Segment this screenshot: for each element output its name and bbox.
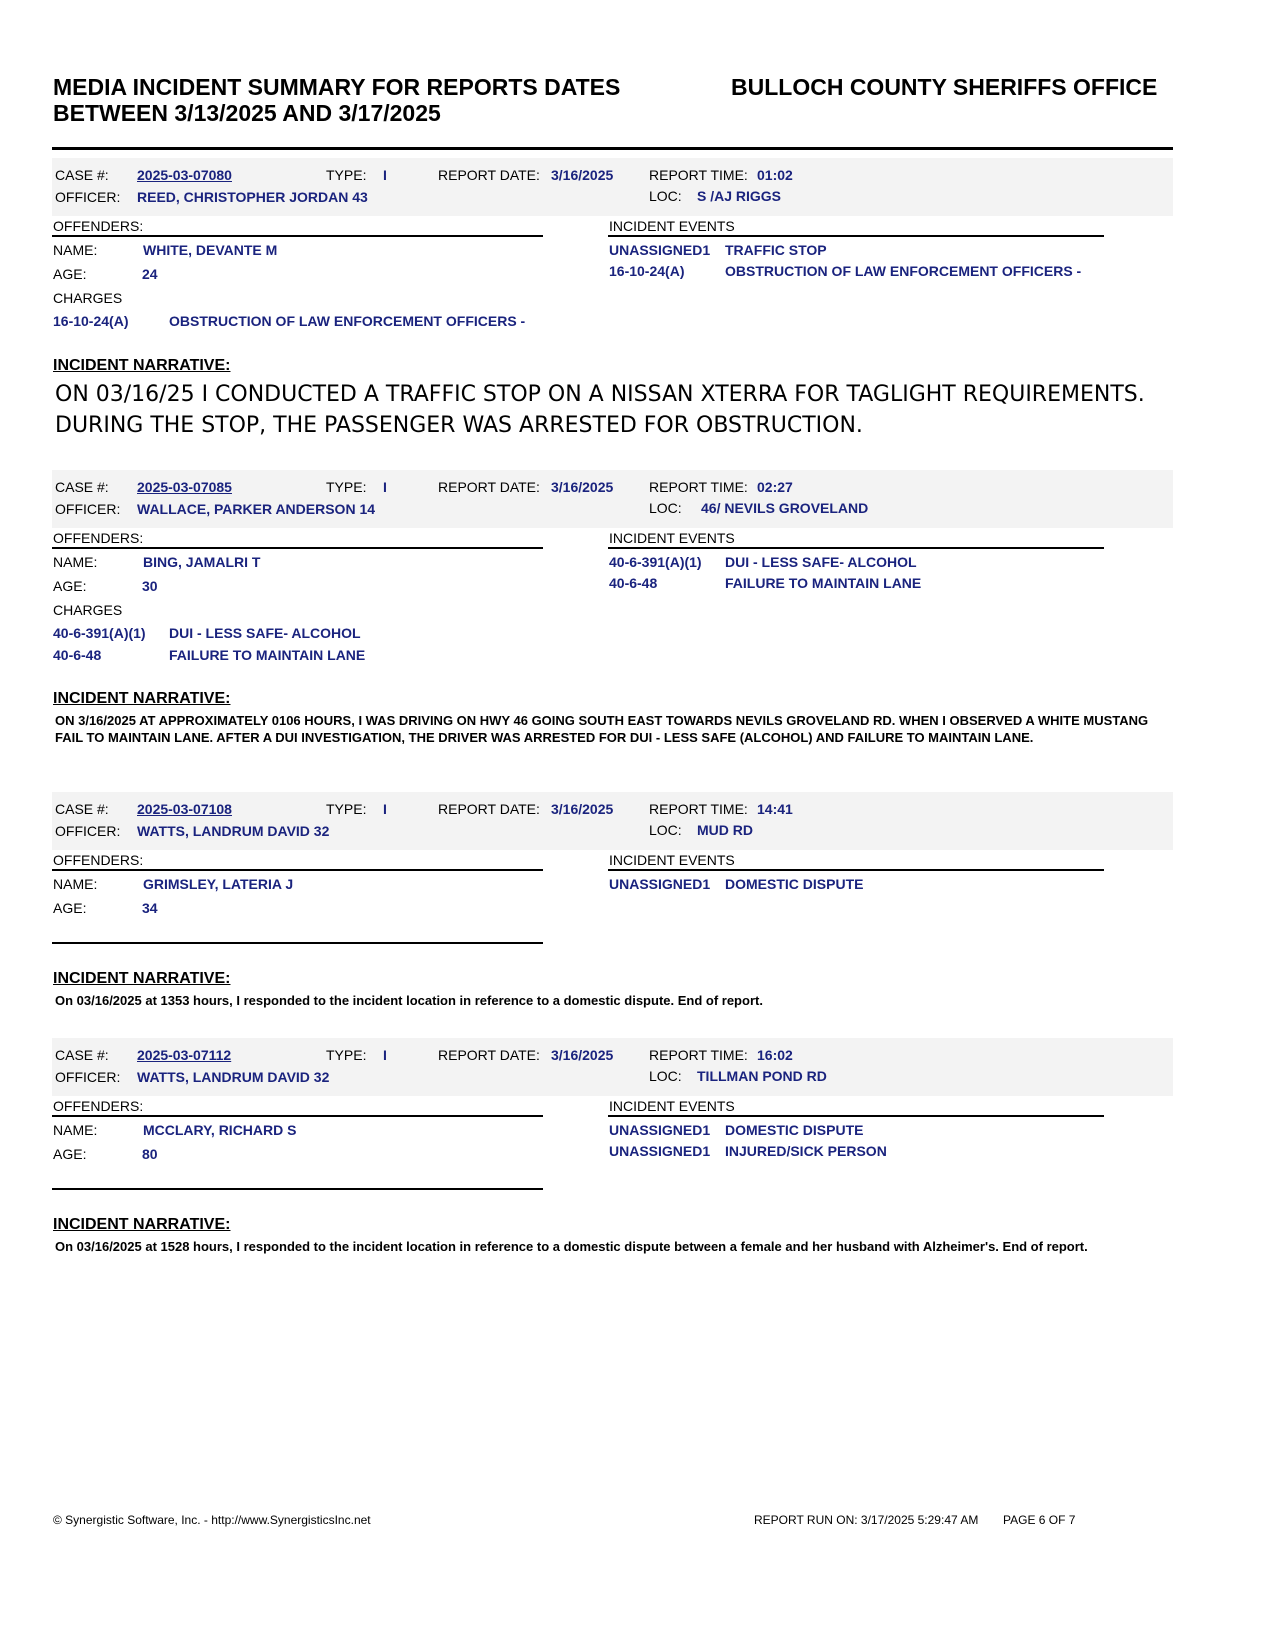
loc-value: S /AJ RIGGS bbox=[697, 188, 782, 204]
event-desc: DOMESTIC DISPUTE bbox=[725, 876, 864, 892]
type-label: TYPE: bbox=[326, 167, 367, 183]
report-time-value: 01:02 bbox=[757, 167, 793, 183]
report-time-label: REPORT TIME: bbox=[649, 1047, 748, 1063]
offender-age: 34 bbox=[142, 900, 158, 916]
case-number-label: CASE #: bbox=[55, 1047, 109, 1063]
narrative-heading: INCIDENT NARRATIVE: bbox=[53, 1216, 231, 1233]
event-desc: TRAFFIC STOP bbox=[725, 242, 827, 258]
charges-label: CHARGES bbox=[53, 290, 123, 306]
narrative-heading: INCIDENT NARRATIVE: bbox=[53, 690, 231, 707]
incident-events-label: INCIDENT EVENTS bbox=[609, 1098, 735, 1114]
officer-label: OFFICER: bbox=[55, 823, 121, 839]
case-number-label: CASE #: bbox=[55, 801, 109, 817]
type-label: TYPE: bbox=[326, 801, 367, 817]
report-time-value: 16:02 bbox=[757, 1047, 793, 1063]
type-value: I bbox=[383, 1047, 387, 1063]
report-title-line2: BETWEEN 3/13/2025 AND 3/17/2025 bbox=[53, 100, 441, 126]
offenders-underline bbox=[52, 235, 543, 237]
charge-code: 16-10-24(A) bbox=[53, 313, 129, 329]
narrative-heading: INCIDENT NARRATIVE: bbox=[53, 970, 231, 987]
report-date-label: REPORT DATE: bbox=[438, 167, 540, 183]
report-date-label: REPORT DATE: bbox=[438, 801, 540, 817]
officer-label: OFFICER: bbox=[55, 189, 121, 205]
name-label: NAME: bbox=[53, 1122, 98, 1138]
loc-value: 46/ NEVILS GROVELAND bbox=[701, 500, 869, 516]
charge-code: 40-6-48 bbox=[53, 647, 102, 663]
events-underline bbox=[608, 547, 1104, 549]
events-underline bbox=[608, 869, 1104, 871]
loc-label: LOC: bbox=[649, 822, 682, 838]
events-underline bbox=[608, 1115, 1104, 1117]
case-number-link[interactable]: 2025-03-07112 bbox=[137, 1047, 232, 1063]
offenders-label: OFFENDERS: bbox=[53, 852, 144, 868]
narrative-text: ON 03/16/25 I CONDUCTED A TRAFFIC STOP ON A NISSAN XTERRA FOR TAGLIGHT REQUIREMENTS. DURING THE STOP, THE PASSENGER WAS ARRESTED FOR OBSTRUCTION. bbox=[55, 382, 1145, 438]
report-time-label: REPORT TIME: bbox=[649, 801, 748, 817]
agency-name: BULLOCH COUNTY SHERIFFS OFFICE bbox=[731, 74, 1158, 100]
event-code: UNASSIGNED1 bbox=[609, 876, 711, 892]
event-code: UNASSIGNED1 bbox=[609, 1143, 711, 1159]
footer-copyright: © Synergistic Software, Inc. - http://www.SynergisticsInc.net bbox=[53, 1513, 371, 1527]
charge-desc: DUI - LESS SAFE- ALCOHOL bbox=[169, 625, 361, 641]
name-label: NAME: bbox=[53, 242, 98, 258]
offender-name: MCCLARY, RICHARD S bbox=[143, 1122, 297, 1138]
officer-label: OFFICER: bbox=[55, 1069, 121, 1085]
incident-events-label: INCIDENT EVENTS bbox=[609, 852, 735, 868]
offender-age: 30 bbox=[142, 578, 158, 594]
loc-label: LOC: bbox=[649, 500, 682, 516]
loc-value: TILLMAN POND RD bbox=[697, 1068, 827, 1084]
age-label: AGE: bbox=[53, 578, 87, 594]
case-number-label: CASE #: bbox=[55, 479, 109, 495]
type-value: I bbox=[383, 167, 387, 183]
event-code: 40-6-48 bbox=[609, 575, 658, 591]
offender-age: 24 bbox=[142, 266, 158, 282]
event-desc: DUI - LESS SAFE- ALCOHOL bbox=[725, 554, 917, 570]
report-date-value: 3/16/2025 bbox=[551, 801, 614, 817]
charge-desc: OBSTRUCTION OF LAW ENFORCEMENT OFFICERS - bbox=[169, 313, 526, 329]
charges-label: CHARGES bbox=[53, 602, 123, 618]
offenders-underline bbox=[52, 1115, 543, 1117]
event-code: 40-6-391(A)(1) bbox=[609, 554, 702, 570]
report-time-value: 14:41 bbox=[757, 801, 793, 817]
charge-desc: FAILURE TO MAINTAIN LANE bbox=[169, 647, 366, 663]
offenders-label: OFFENDERS: bbox=[53, 218, 144, 234]
narrative-text: ON 3/16/2025 AT APPROXIMATELY 0106 HOURS, I WAS DRIVING ON HWY 46 GOING SOUTH EAST TOWARDS NEVILS GROVELAND RD. WHEN I OBSERVED A WHITE MUSTANG FAIL TO MAINTAIN LANE. AFTER A DUI INVESTIGATION, THE DRIVER WAS ARRESTED FOR DUI - LESS SAFE (ALCOHOL) AND FAILURE TO MAINTAIN LANE. bbox=[55, 713, 1149, 745]
loc-label: LOC: bbox=[649, 1068, 682, 1084]
officer-value: WALLACE, PARKER ANDERSON 14 bbox=[137, 501, 376, 517]
event-desc: INJURED/SICK PERSON bbox=[725, 1143, 887, 1159]
report-date-value: 3/16/2025 bbox=[551, 479, 614, 495]
case-number-link[interactable]: 2025-03-07080 bbox=[137, 167, 232, 183]
incident-events-label: INCIDENT EVENTS bbox=[609, 530, 735, 546]
footer-page-number: PAGE 6 OF 7 bbox=[1003, 1513, 1076, 1527]
report-time-label: REPORT TIME: bbox=[649, 479, 748, 495]
offenders-label: OFFENDERS: bbox=[53, 1098, 144, 1114]
type-value: I bbox=[383, 479, 387, 495]
offender-name: WHITE, DEVANTE M bbox=[143, 242, 278, 258]
narrative-text: On 03/16/2025 at 1528 hours, I responded to the incident location in reference to a domestic dispute between a female and her husband with Alzheimer's. End of report. bbox=[55, 1239, 1088, 1254]
case-number-link[interactable]: 2025-03-07085 bbox=[137, 479, 232, 495]
event-desc: OBSTRUCTION OF LAW ENFORCEMENT OFFICERS - bbox=[725, 263, 1082, 279]
age-label: AGE: bbox=[53, 1146, 87, 1162]
type-label: TYPE: bbox=[326, 479, 367, 495]
name-label: NAME: bbox=[53, 554, 98, 570]
age-label: AGE: bbox=[53, 266, 87, 282]
offenders-bottom-rule bbox=[52, 1188, 543, 1190]
age-label: AGE: bbox=[53, 900, 87, 916]
report-date-value: 3/16/2025 bbox=[551, 1047, 614, 1063]
loc-value: MUD RD bbox=[697, 822, 753, 838]
name-label: NAME: bbox=[53, 876, 98, 892]
offenders-underline bbox=[52, 869, 543, 871]
case-number-link[interactable]: 2025-03-07108 bbox=[137, 801, 232, 817]
narrative-heading: INCIDENT NARRATIVE: bbox=[53, 357, 231, 374]
event-desc: FAILURE TO MAINTAIN LANE bbox=[725, 575, 922, 591]
offenders-bottom-rule bbox=[52, 942, 543, 944]
report-date-value: 3/16/2025 bbox=[551, 167, 614, 183]
event-desc: DOMESTIC DISPUTE bbox=[725, 1122, 864, 1138]
report-time-label: REPORT TIME: bbox=[649, 167, 748, 183]
case-number-label: CASE #: bbox=[55, 167, 109, 183]
event-code: 16-10-24(A) bbox=[609, 263, 685, 279]
offender-name: BING, JAMALRI T bbox=[143, 554, 261, 570]
header-divider bbox=[52, 147, 1173, 150]
officer-label: OFFICER: bbox=[55, 501, 121, 517]
offender-name: GRIMSLEY, LATERIA J bbox=[143, 876, 294, 892]
officer-value: WATTS, LANDRUM DAVID 32 bbox=[137, 1069, 330, 1085]
type-value: I bbox=[383, 801, 387, 817]
event-code: UNASSIGNED1 bbox=[609, 1122, 711, 1138]
offender-age: 80 bbox=[142, 1146, 158, 1162]
offenders-label: OFFENDERS: bbox=[53, 530, 144, 546]
officer-value: REED, CHRISTOPHER JORDAN 43 bbox=[137, 189, 368, 205]
narrative-text: On 03/16/2025 at 1353 hours, I responded to the incident location in reference to a domestic dispute. End of report. bbox=[55, 993, 763, 1008]
footer-report-run: REPORT RUN ON: 3/17/2025 5:29:47 AM bbox=[754, 1513, 979, 1527]
charge-code: 40-6-391(A)(1) bbox=[53, 625, 146, 641]
report-date-label: REPORT DATE: bbox=[438, 1047, 540, 1063]
report-title-line1: MEDIA INCIDENT SUMMARY FOR REPORTS DATES bbox=[53, 74, 621, 100]
report-date-label: REPORT DATE: bbox=[438, 479, 540, 495]
report-time-value: 02:27 bbox=[757, 479, 793, 495]
offenders-underline bbox=[52, 547, 543, 549]
event-code: UNASSIGNED1 bbox=[609, 242, 711, 258]
officer-value: WATTS, LANDRUM DAVID 32 bbox=[137, 823, 330, 839]
events-underline bbox=[608, 235, 1104, 237]
type-label: TYPE: bbox=[326, 1047, 367, 1063]
incident-events-label: INCIDENT EVENTS bbox=[609, 218, 735, 234]
loc-label: LOC: bbox=[649, 188, 682, 204]
